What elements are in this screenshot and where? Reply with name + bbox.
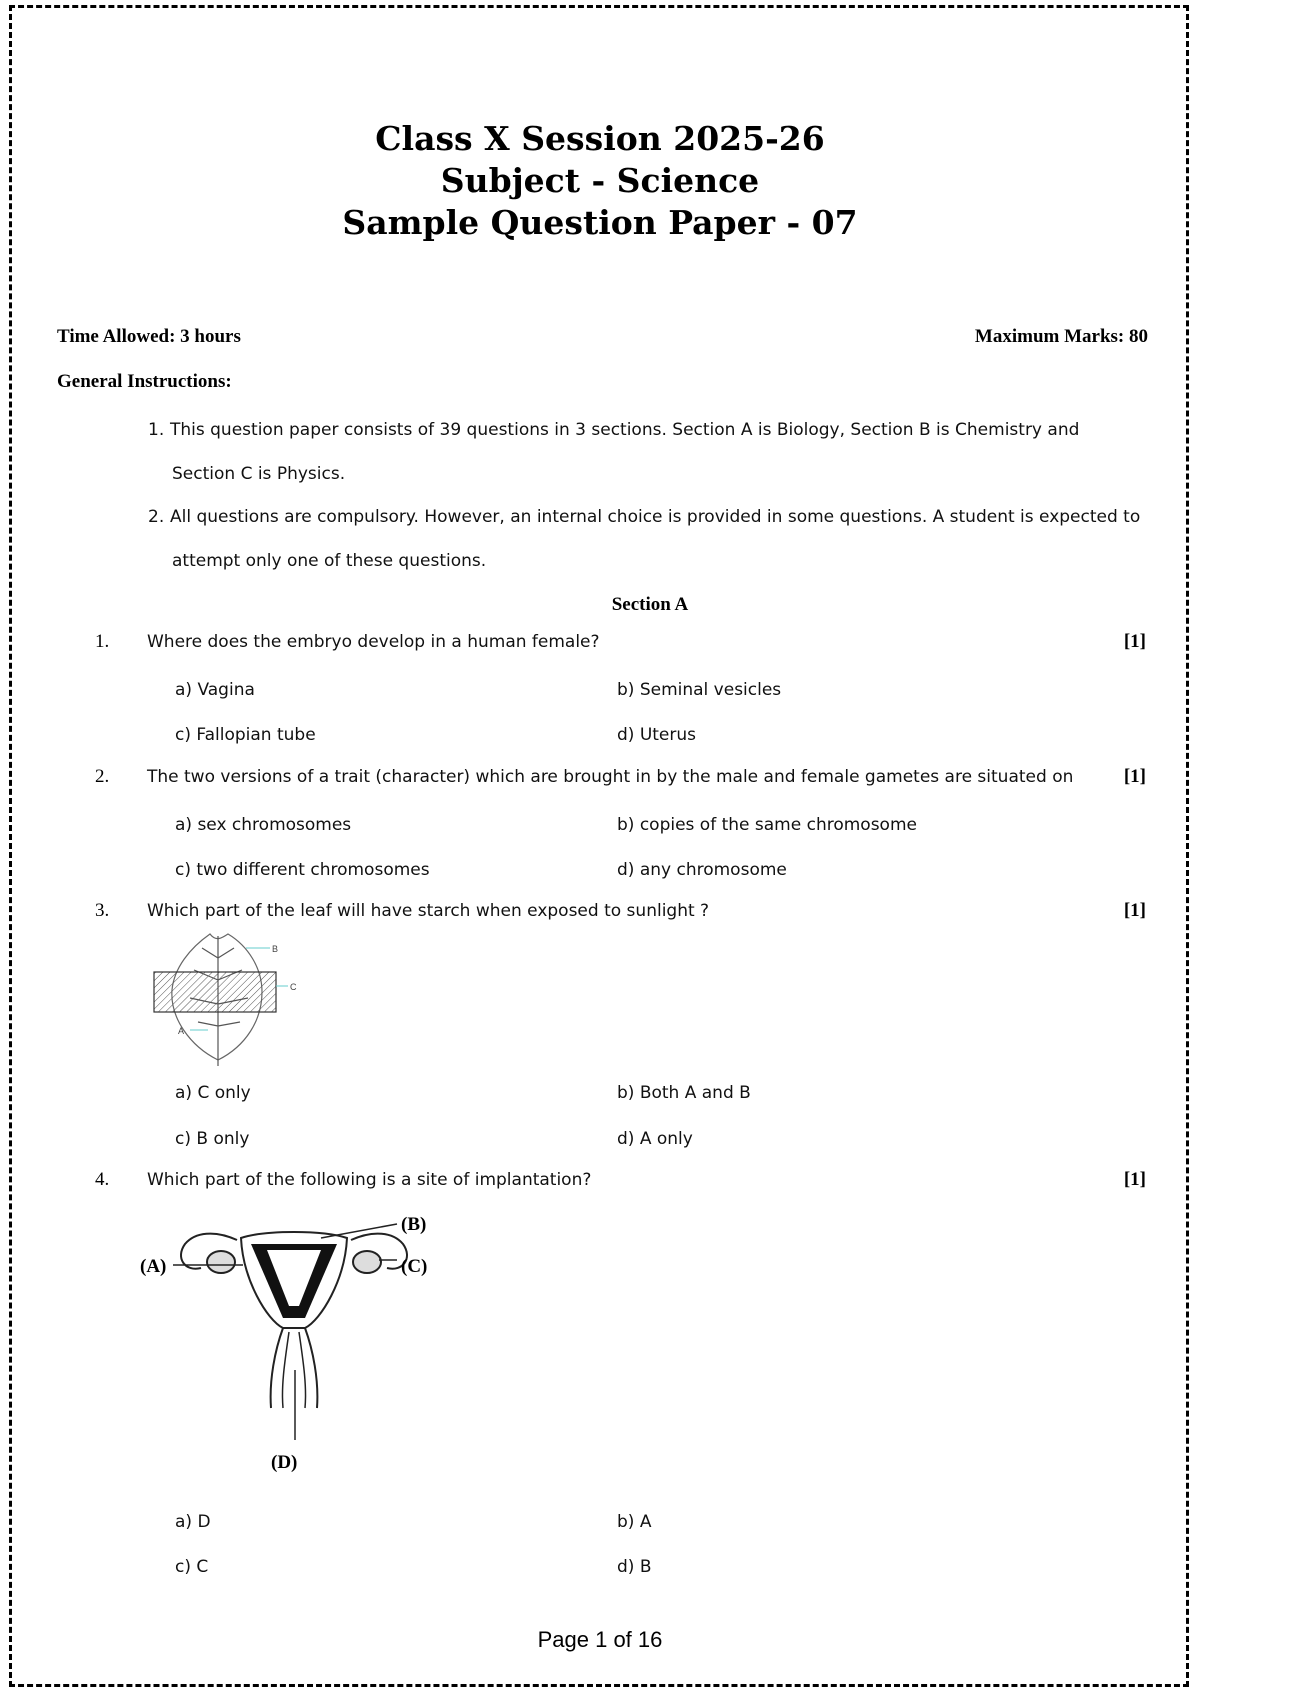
option-a: a) D <box>175 1512 211 1532</box>
instructions-heading: General Instructions: <box>57 371 232 392</box>
instruction-text-cont: Section C is Physics. <box>172 464 346 484</box>
instruction-item <box>148 495 1148 583</box>
option-d: d) any chromosome <box>617 860 787 880</box>
option-a: a) C only <box>175 1083 251 1103</box>
covered-strip <box>154 972 276 1012</box>
option-a: a) sex chromosomes <box>175 815 352 835</box>
option-b: b) A <box>617 1512 652 1532</box>
ovary-left <box>207 1251 235 1273</box>
leaf-label-c: C <box>290 982 297 992</box>
instruction-number: 1. <box>148 420 165 440</box>
question-number: 1. <box>95 631 110 652</box>
question-text: Which part of the following is a site of implantation? <box>147 1170 592 1190</box>
option-c: c) Fallopian tube <box>175 725 316 745</box>
question-marks: [1] <box>1123 766 1146 787</box>
option-d: d) B <box>617 1557 652 1577</box>
leaf-diagram <box>150 928 310 1068</box>
option-c: c) two different chromosomes <box>175 860 430 880</box>
question-marks: [1] <box>1123 1169 1146 1190</box>
question-number: 4. <box>95 1169 110 1190</box>
question-number: 3. <box>95 900 110 921</box>
instruction-number: 2. <box>148 507 165 527</box>
option-a: a) Vagina <box>175 680 255 700</box>
option-d: d) A only <box>617 1129 693 1149</box>
uterus-label-a: (A) <box>140 1256 167 1277</box>
question-text: Where does the embryo develop in a human female? <box>147 632 600 652</box>
option-c: c) C <box>175 1557 209 1577</box>
maximum-marks: Maximum Marks: 80 <box>974 326 1148 347</box>
vagina-right-wall <box>305 1328 317 1408</box>
option-c: c) B only <box>175 1129 250 1149</box>
uterus-diagram <box>140 1210 485 1480</box>
question-text: Which part of the leaf will have starch when exposed to sunlight ? <box>147 901 710 921</box>
option-b: b) Both A and B <box>617 1083 751 1103</box>
leaf-label-b: B <box>272 944 279 954</box>
option-b: b) Seminal vesicles <box>617 680 782 700</box>
page-number: Page 1 of 16 <box>537 1627 663 1652</box>
paper-title-class: Class X Session 2025-26 <box>375 119 825 158</box>
instruction-item <box>148 408 1148 496</box>
paper-title-subject: Subject - Science <box>440 161 760 200</box>
vagina-inner-right <box>299 1332 306 1408</box>
question-marks: [1] <box>1123 631 1146 652</box>
question-number: 2. <box>95 766 110 787</box>
option-b: b) copies of the same chromosome <box>617 815 917 835</box>
instruction-text: All questions are compulsory. However, an internal choice is provided in some questions. A student is expected to <box>170 507 1141 527</box>
time-allowed: Time Allowed: 3 hours <box>57 326 241 347</box>
question-text: The two versions of a trait (character) which are brought in by the male and female gametes are situated on <box>147 767 1074 787</box>
instruction-text-cont: attempt only one of these questions. <box>172 551 487 571</box>
ovary-right <box>353 1251 381 1273</box>
paper-title-sample: Sample Question Paper - 07 <box>342 203 858 242</box>
section-title: Section A <box>611 594 689 615</box>
option-d: d) Uterus <box>617 725 697 745</box>
question-marks: [1] <box>1123 900 1146 921</box>
uterus-label-d: (D) <box>271 1452 298 1473</box>
leaf-label-a: A <box>178 1026 185 1036</box>
vagina-left-wall <box>271 1328 283 1408</box>
instruction-text: This question paper consists of 39 questions in 3 sections. Section A is Biology, Section B is Chemistry and <box>170 420 1080 440</box>
vagina-inner-left <box>282 1332 289 1408</box>
uterus-label-b: (B) <box>401 1214 427 1235</box>
uterus-label-c: (C) <box>401 1256 428 1277</box>
